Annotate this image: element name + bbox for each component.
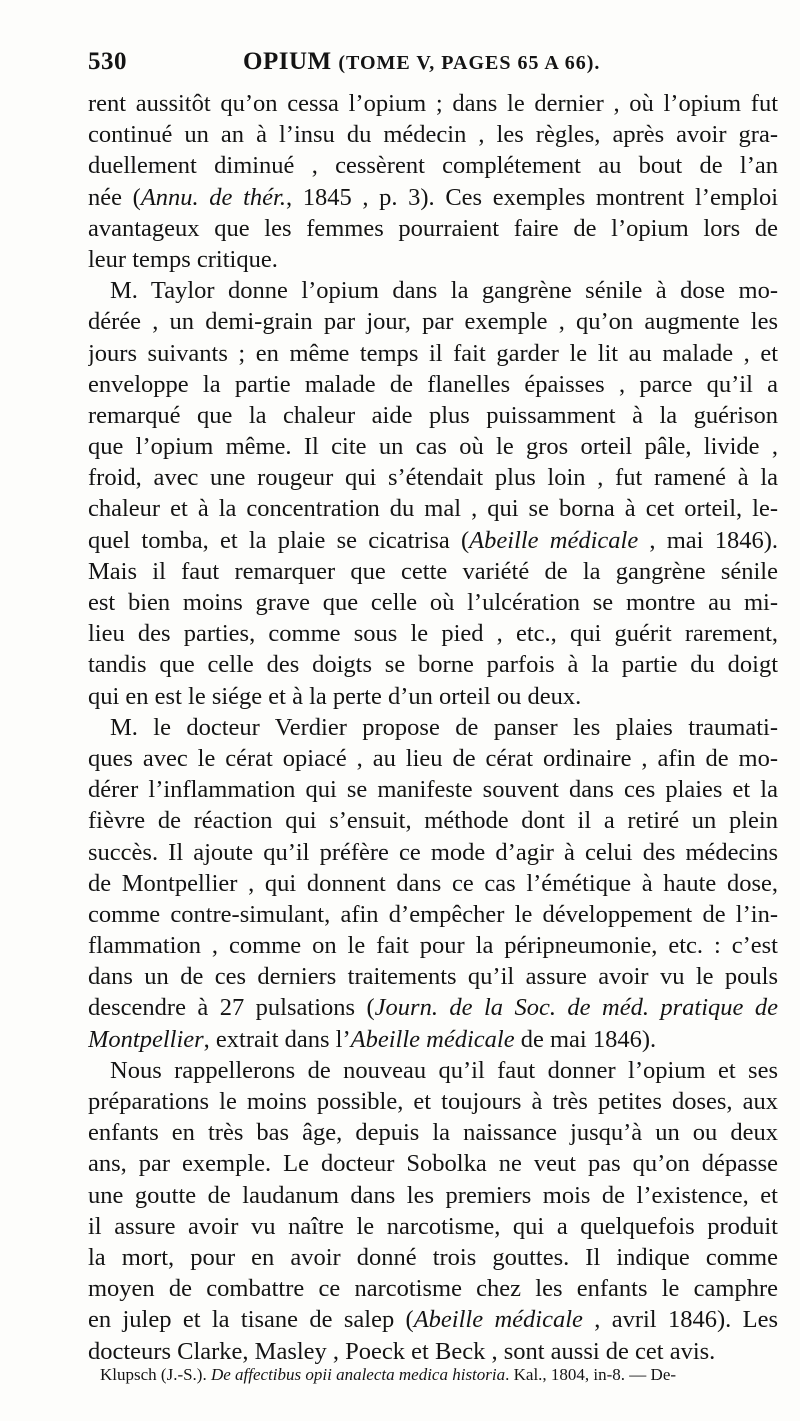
text-run: est bien moins grave que celle où l’ulcération se montre au mi- [88,589,778,616]
text-line [88,462,778,493]
text-line [88,868,778,899]
text-run: , avril 1846). Les [582,1306,778,1334]
text-line [88,1242,778,1273]
text-line [88,306,778,337]
text-line [88,150,778,181]
text-line [88,1304,778,1335]
text-run: moyen de combattre ce narcotisme chez les enfants le camphre [88,1275,778,1303]
running-title-volume-pages: (TOME V, PAGES 65 A 66). [338,52,601,74]
text-run: ans, par exemple. Le docteur Sobolka ne veut pas qu’on dépasse [88,1150,778,1178]
page-number: 530 [88,48,127,75]
text-line [88,681,778,712]
text-run: dans un de ces derniers traitements qu’il assure avoir vu le pouls [88,963,778,991]
text-run: duellement diminué , cessèrent complétement au bout de l’an [88,152,778,180]
italic-citation: Abeille médicale [469,526,639,554]
text-run: Nous rappellerons de nouveau qu’il faut donner l’opium et ses [110,1056,778,1084]
paragraph [88,88,778,275]
text-run: docteurs Clarke, Masley , Poeck et Beck , sont aussi de cet avis. [88,1337,716,1365]
text-line [88,525,778,556]
text-run: ques avec le cérat opiacé , au lieu de cérat ordinaire , afin de mo- [88,744,778,772]
italic-citation: Abeille médicale [413,1306,583,1334]
text-line [88,213,778,244]
text-run: la mort, pour en avoir donné trois gouttes. Il indique comme [88,1243,778,1271]
text-run: lieu des parties, comme sous le pied , etc., qui guérit rarement, [88,620,778,648]
paragraph [88,1055,778,1367]
text-line [88,1180,778,1211]
text-run: préparations le moins possible, et toujours à très petites doses, aux [88,1088,778,1115]
text-run: de Montpellier , qui donnent dans ce cas l’émétique à haute dose, [88,869,778,897]
page-header [88,48,778,88]
text-run: il assure avoir vu naître le narcotisme, qui a quelquefois produit [88,1212,778,1240]
text-run: flammation , comme on le fait pour la péripneumonie, etc. : c’est [88,932,778,960]
footnote-title: De affectibus opii analecta medica historia [210,1365,506,1384]
footnote-text: . Kal., 1804, in-8. — De- [505,1365,677,1384]
text-line [88,119,778,150]
text-line [88,1211,778,1242]
text-line [88,556,778,587]
text-line [88,400,778,431]
text-line [88,649,778,680]
text-run: M. Taylor donne l’opium dans la gangrène sénile à dose mo- [110,277,778,305]
text-line [88,369,778,400]
text-line [88,182,778,213]
text-run: tandis que celle des doigts se borne parfois à la partie du doigt [88,651,778,679]
text-line [88,1086,778,1117]
text-run: succès. Il ajoute qu’il préfère ce mode d’agir à celui des médecins [88,838,778,866]
text-run: née ( [88,183,141,211]
text-line [88,992,778,1023]
text-line [88,1336,778,1367]
bibliographic-footnote [100,1364,790,1386]
text-run: Mais il faut remarquer que cette variété de la gangrène sénile [88,557,778,585]
text-line [88,1117,778,1148]
text-run: descendre à 27 pulsations ( [88,994,375,1022]
text-run: chaleur et à la concentration du mal , qui se borna à cet orteil, le- [88,495,778,523]
text-run: rent aussitôt qu’on cessa l’opium ; dans le dernier , où l’opium fut [88,90,778,117]
text-run: continué un an à l’insu du médecin , les règles, après avoir gra- [88,121,778,149]
text-line [88,275,778,306]
text-line [88,618,778,649]
text-line [88,805,778,836]
text-run: M. le docteur Verdier propose de panser les plaies traumati- [110,713,778,741]
text-run: enfants en très bas âge, depuis la naissance jusqu’à un ou deux [88,1119,778,1147]
text-line [88,1148,778,1179]
paragraph [88,275,778,712]
text-run: fièvre de réaction qui s’ensuit, méthode dont il a retiré un plein [88,807,778,835]
text-run: dérer l’inflammation qui se manifeste souvent dans ces plaies et la [88,776,778,804]
text-run: qui en est le siége et à la perte d’un orteil ou deux. [88,682,582,710]
running-title [243,48,600,76]
italic-citation: Annu. de thér. [140,183,286,211]
text-run: , mai 1846). [638,526,778,554]
text-line [88,1024,778,1055]
text-run: leur temps critique. [88,245,278,273]
text-line [88,1273,778,1304]
text-run: enveloppe la partie malade de flanelles épaisses , parce qu’il a [88,370,778,398]
italic-citation: Montpellier [88,1025,204,1053]
text-line [88,1055,778,1086]
text-run: dérée , un demi-grain par jour, par exemple , qu’on augmente les [88,308,778,336]
italic-citation: Abeille médicale [350,1025,515,1053]
text-line [88,899,778,930]
text-run: avantageux que les femmes pourraient faire de l’opium lors de [88,214,778,242]
text-run: comme contre-simulant, afin d’empêcher le développement de l’in- [88,900,778,928]
text-line [88,431,778,462]
text-line [88,743,778,774]
body-text [88,88,778,1367]
text-line [88,837,778,868]
text-run: remarqué que la chaleur aide plus puissamment à la guérison [88,401,778,429]
text-run: jours suivants ; en même temps il fait garder le lit au malade , et [88,339,778,367]
text-run: , extrait dans l’ [203,1025,351,1053]
text-line [88,712,778,743]
text-run: que l’opium même. Il cite un cas où le gros orteil pâle, livide , [88,433,778,461]
running-title-main: OPIUM [243,48,332,75]
paragraph [88,712,778,1055]
text-line [88,930,778,961]
text-run: de mai 1846). [514,1025,657,1053]
text-line [88,88,778,119]
text-run: , 1845 , p. 3). Ces exemples montrent l’emploi [285,183,778,211]
italic-citation: Journ. de la Soc. de méd. pratique de [374,994,778,1022]
footnote-text: Klupsch (J.-S.). [100,1365,211,1384]
text-run: en julep et la tisane de salep ( [88,1306,414,1334]
text-line [88,961,778,992]
text-line [88,774,778,805]
text-line [88,587,778,618]
text-line [88,244,778,275]
text-run: froid, avec une rougeur qui s’étendait plus loin , fut ramené à la [88,464,778,492]
text-line [88,338,778,369]
text-run: une goutte de laudanum dans les premiers mois de l’existence, et [88,1181,778,1209]
text-line [88,493,778,524]
text-run: quel tomba, et la plaie se cicatrisa ( [88,526,470,554]
